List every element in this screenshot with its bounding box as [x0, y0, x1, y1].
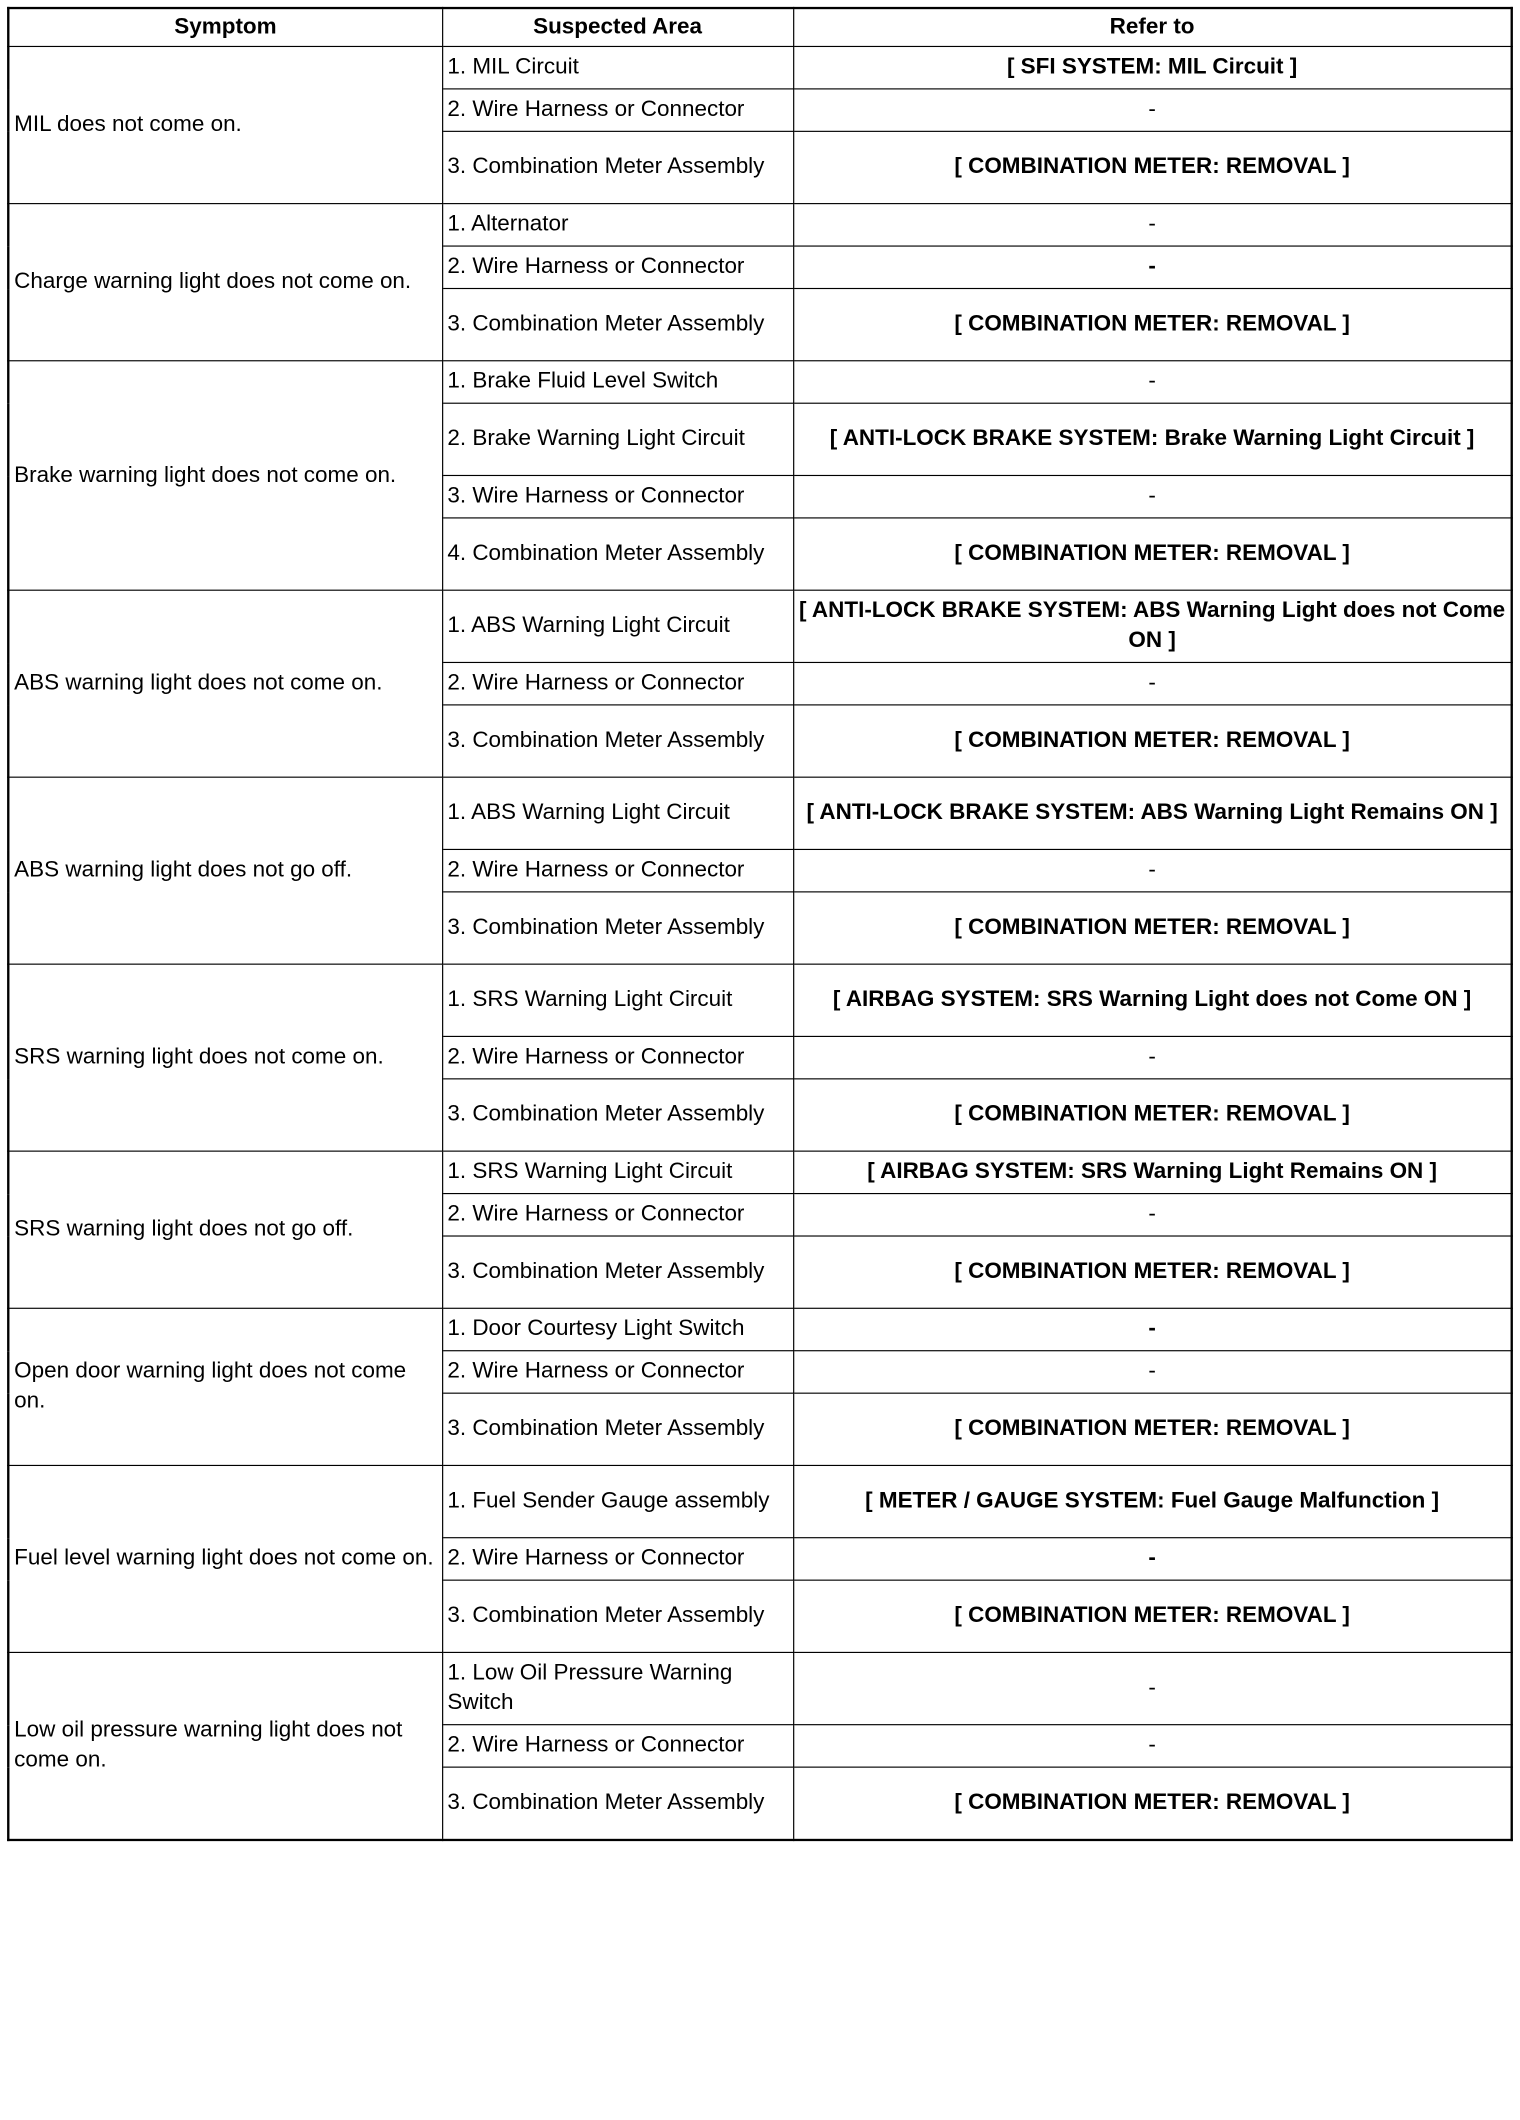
refer-to-empty-cell: -	[793, 1194, 1512, 1236]
refer-to-empty-cell: -	[793, 1538, 1512, 1580]
symptom-cell: SRS warning light does not come on.	[8, 964, 442, 1151]
suspected-area-cell: 3. Combination Meter Assembly	[442, 1767, 793, 1840]
suspected-area-cell: 1. Door Courtesy Light Switch	[442, 1308, 793, 1350]
refer-to-empty-cell: -	[793, 475, 1512, 517]
suspected-area-cell: 3. Combination Meter Assembly	[442, 131, 793, 203]
table-row	[8, 204, 1511, 246]
suspected-area-cell: 3. Combination Meter Assembly	[442, 1236, 793, 1308]
table-body	[8, 46, 1511, 1840]
table-row	[8, 590, 1511, 662]
suspected-area-cell: 4. Combination Meter Assembly	[442, 518, 793, 590]
suspected-area-cell: 3. Wire Harness or Connector	[442, 475, 793, 517]
suspected-area-cell: 3. Combination Meter Assembly	[442, 288, 793, 360]
refer-to-link[interactable]: [ ANTI-LOCK BRAKE SYSTEM: Brake Warning Light Circuit ]	[793, 403, 1512, 475]
table-row	[8, 777, 1511, 849]
refer-to-link[interactable]: [ COMBINATION METER: REMOVAL ]	[793, 131, 1512, 203]
table-row	[8, 46, 1511, 88]
header-suspected-area: Suspected Area	[442, 8, 793, 46]
suspected-area-cell: 1. Alternator	[442, 204, 793, 246]
suspected-area-cell: 2. Wire Harness or Connector	[442, 1194, 793, 1236]
suspected-area-cell: 2. Wire Harness or Connector	[442, 662, 793, 704]
suspected-area-cell: 2. Wire Harness or Connector	[442, 1725, 793, 1767]
refer-to-empty-cell: -	[793, 204, 1512, 246]
suspected-area-cell: 1. SRS Warning Light Circuit	[442, 1151, 793, 1193]
refer-to-empty-cell: -	[793, 662, 1512, 704]
table-row	[8, 964, 1511, 1036]
suspected-area-cell: 3. Combination Meter Assembly	[442, 1079, 793, 1151]
suspected-area-cell: 1. ABS Warning Light Circuit	[442, 590, 793, 662]
table-row	[8, 1151, 1511, 1193]
suspected-area-cell: 2. Wire Harness or Connector	[442, 849, 793, 891]
symptom-cell: Charge warning light does not come on.	[8, 204, 442, 361]
refer-to-link[interactable]: [ COMBINATION METER: REMOVAL ]	[793, 892, 1512, 964]
refer-to-link[interactable]: [ COMBINATION METER: REMOVAL ]	[793, 1767, 1512, 1840]
refer-to-empty-cell: -	[793, 1308, 1512, 1350]
suspected-area-cell: 2. Wire Harness or Connector	[442, 1351, 793, 1393]
suspected-area-cell: 3. Combination Meter Assembly	[442, 1580, 793, 1652]
table-header-row	[8, 8, 1511, 46]
symptom-cell: Open door warning light does not come on.	[8, 1308, 442, 1465]
refer-to-link[interactable]: [ ANTI-LOCK BRAKE SYSTEM: ABS Warning Light Remains ON ]	[793, 777, 1512, 849]
troubleshooting-table	[7, 7, 1513, 1841]
symptom-cell: SRS warning light does not go off.	[8, 1151, 442, 1308]
refer-to-link[interactable]: [ COMBINATION METER: REMOVAL ]	[793, 1079, 1512, 1151]
suspected-area-cell: 2. Wire Harness or Connector	[442, 1036, 793, 1078]
suspected-area-cell: 1. SRS Warning Light Circuit	[442, 964, 793, 1036]
refer-to-link[interactable]: [ COMBINATION METER: REMOVAL ]	[793, 1236, 1512, 1308]
refer-to-empty-cell: -	[793, 1351, 1512, 1393]
refer-to-link[interactable]: [ AIRBAG SYSTEM: SRS Warning Light Remains ON ]	[793, 1151, 1512, 1193]
suspected-area-cell: 1. Fuel Sender Gauge assembly	[442, 1465, 793, 1537]
suspected-area-cell: 3. Combination Meter Assembly	[442, 705, 793, 777]
suspected-area-cell: 2. Wire Harness or Connector	[442, 1538, 793, 1580]
header-refer-to: Refer to	[793, 8, 1512, 46]
suspected-area-cell: 1. ABS Warning Light Circuit	[442, 777, 793, 849]
table-row	[8, 361, 1511, 403]
refer-to-link[interactable]: [ METER / GAUGE SYSTEM: Fuel Gauge Malfunction ]	[793, 1465, 1512, 1537]
refer-to-link[interactable]: [ COMBINATION METER: REMOVAL ]	[793, 1580, 1512, 1652]
refer-to-link[interactable]: [ COMBINATION METER: REMOVAL ]	[793, 518, 1512, 590]
refer-to-link[interactable]: [ ANTI-LOCK BRAKE SYSTEM: ABS Warning Light does not Come ON ]	[793, 590, 1512, 662]
refer-to-link[interactable]: [ COMBINATION METER: REMOVAL ]	[793, 705, 1512, 777]
refer-to-link[interactable]: [ SFI SYSTEM: MIL Circuit ]	[793, 46, 1512, 88]
suspected-area-cell: 2. Brake Warning Light Circuit	[442, 403, 793, 475]
suspected-area-cell: 1. Brake Fluid Level Switch	[442, 361, 793, 403]
symptom-cell: ABS warning light does not come on.	[8, 590, 442, 777]
suspected-area-cell: 3. Combination Meter Assembly	[442, 1393, 793, 1465]
symptom-cell: MIL does not come on.	[8, 46, 442, 203]
symptom-cell: Fuel level warning light does not come on.	[8, 1465, 442, 1652]
suspected-area-cell: 1. Low Oil Pressure Warning Switch	[442, 1652, 793, 1724]
header-symptom: Symptom	[8, 8, 442, 46]
table-row	[8, 1652, 1511, 1724]
suspected-area-cell: 2. Wire Harness or Connector	[442, 89, 793, 131]
symptom-cell: Low oil pressure warning light does not come on.	[8, 1652, 442, 1840]
table-row	[8, 1465, 1511, 1537]
refer-to-link[interactable]: [ COMBINATION METER: REMOVAL ]	[793, 288, 1512, 360]
refer-to-empty-cell: -	[793, 361, 1512, 403]
refer-to-empty-cell: -	[793, 1652, 1512, 1724]
suspected-area-cell: 1. MIL Circuit	[442, 46, 793, 88]
suspected-area-cell: 3. Combination Meter Assembly	[442, 892, 793, 964]
refer-to-empty-cell: -	[793, 849, 1512, 891]
refer-to-link[interactable]: [ AIRBAG SYSTEM: SRS Warning Light does not Come ON ]	[793, 964, 1512, 1036]
refer-to-empty-cell: -	[793, 89, 1512, 131]
table-row	[8, 1308, 1511, 1350]
symptom-cell: Brake warning light does not come on.	[8, 361, 442, 590]
symptom-cell: ABS warning light does not go off.	[8, 777, 442, 964]
refer-to-empty-cell: -	[793, 1725, 1512, 1767]
refer-to-empty-cell: -	[793, 1036, 1512, 1078]
refer-to-link[interactable]: [ COMBINATION METER: REMOVAL ]	[793, 1393, 1512, 1465]
refer-to-empty-cell: -	[793, 246, 1512, 288]
suspected-area-cell: 2. Wire Harness or Connector	[442, 246, 793, 288]
